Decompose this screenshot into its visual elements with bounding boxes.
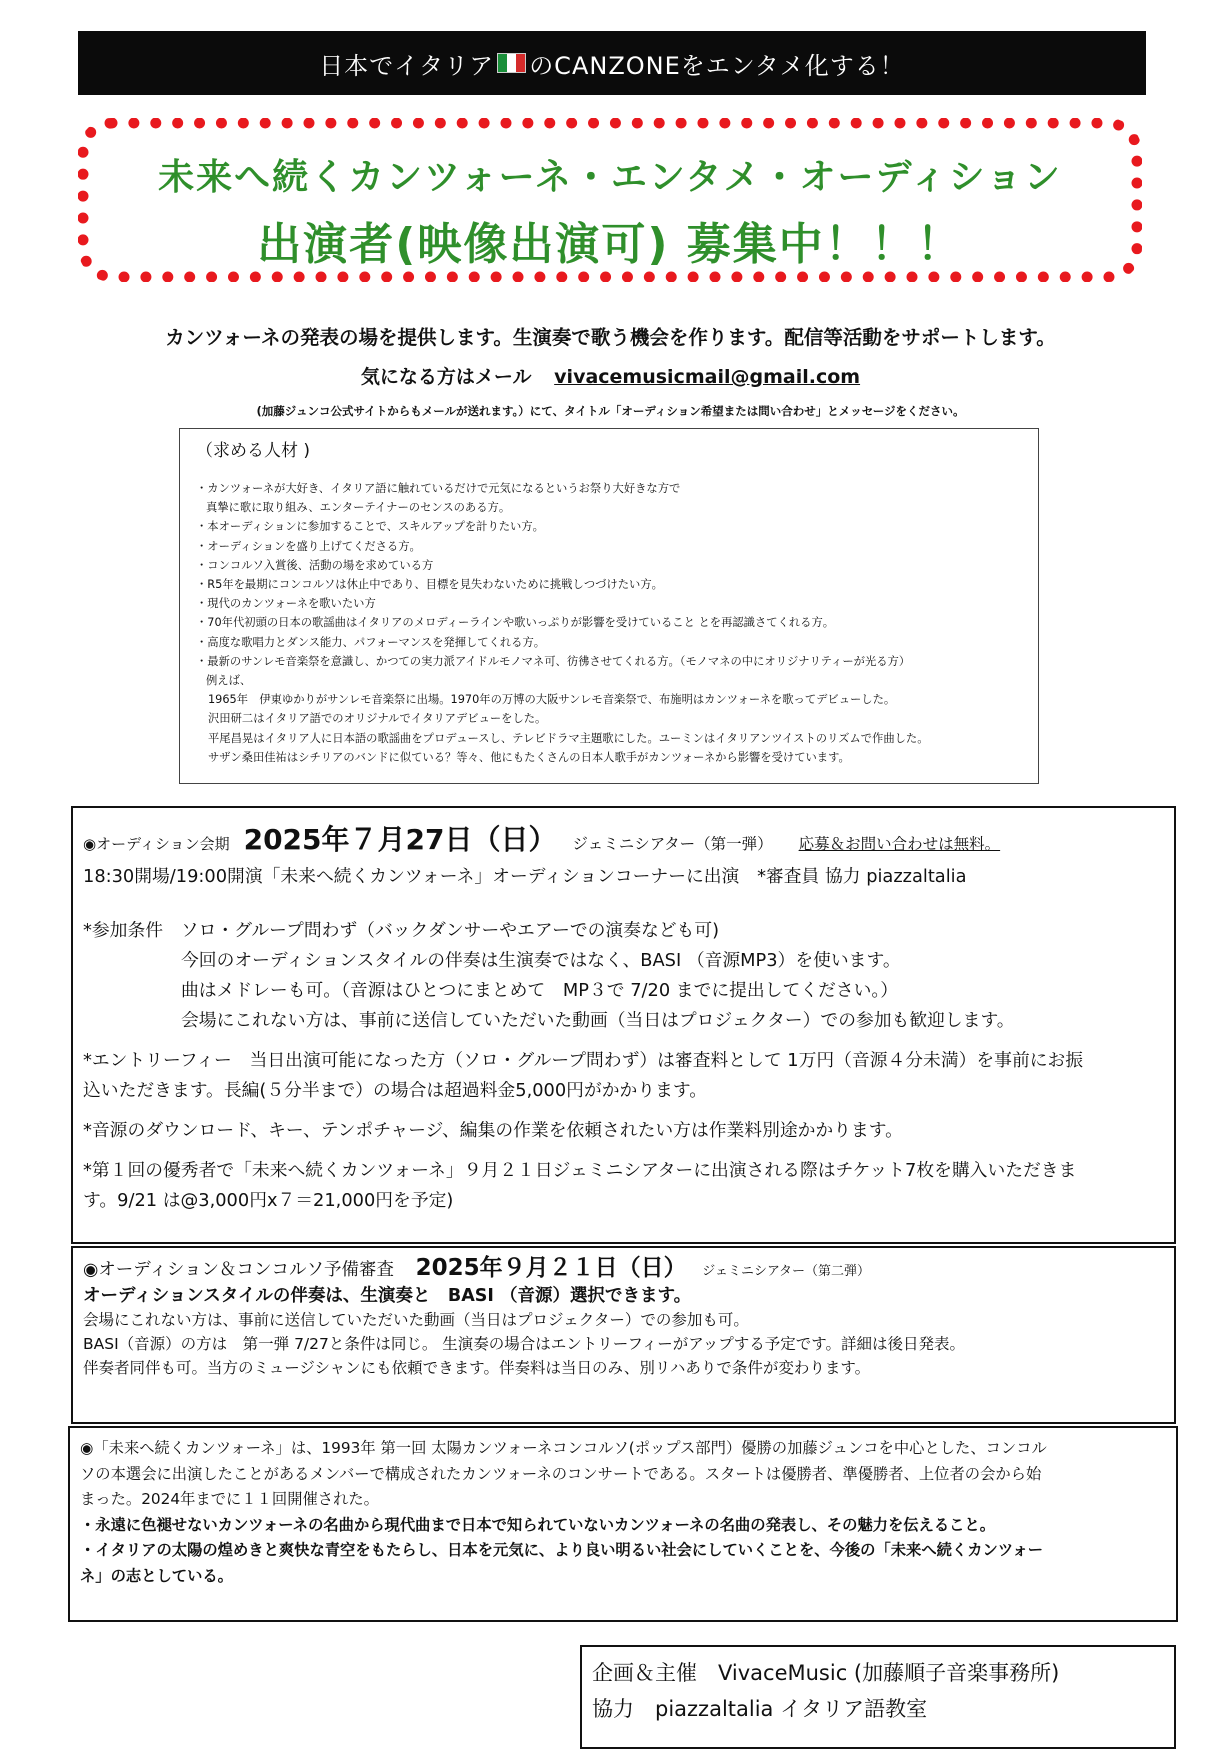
about-line: ソの本選会に出演したことがあるメンバーで構成されたカンツォーネのコンサートである。スタートは優勝者、準優勝者、上位者の会から始	[80, 1464, 1042, 1483]
contact-label: 気になる方はメール	[360, 366, 532, 388]
requirement-item: 平尾昌晃はイタリア人に日本語の歌謡曲をプロデュースし、テレビドラマ主題歌にした。ユーミンはイタリアンツイストのリズムで作曲した。	[208, 731, 929, 745]
requirement-item: サザン桑田佳祐はシチリアのバンドに似ている？等々、他にもたくさんの日本人歌手がカンツォーネから影響を受けています。	[208, 750, 850, 764]
condition-line: 会場にこれない方は、事前に送信していただいた動画（当日はプロジェクター）での参加も歓迎します。	[181, 1010, 1015, 1031]
requirement-item: ・高度な歌唱力とダンス能力、パフォーマンスを発揮してくれる方。	[196, 635, 546, 649]
audition-1-date: 2025年７月27日（日）	[243, 823, 557, 856]
requirement-item: ・現代のカンツォーネを歌いたい方	[196, 597, 376, 611]
audition-2-line: 会場にこれない方は、事前に送信していただいた動画（当日はプロジェクター）での参加も可。	[83, 1311, 749, 1329]
audition-1-section	[71, 806, 1176, 1244]
banner-text-end: のCANZONEをエンタメ化する！	[529, 51, 905, 80]
italian-flag-icon	[497, 53, 526, 73]
winner-ticket-line: す。9/21 は@3,000円x７＝21,000円を予定)	[83, 1190, 454, 1211]
top-banner	[78, 31, 1146, 95]
requirement-item: ・本オーディションに参加することで、スキルアップを計りたい方。	[196, 520, 544, 534]
about-line: ◉「未来へ続くカンツォーネ」は、1993年 第一回 太陽カンツォーネコンコルソ(ポップス部門）優勝の加藤ジュンコを中心とした、コンコル	[80, 1439, 1047, 1457]
requirement-item: ・最新のサンレモ音楽祭を意識し、かつての実力派アイドルモノマネ可、彷彿させてくれる方。（モノマネの中にオリジナリティーが光る方）	[196, 654, 911, 668]
about-goal: ネ」の志としている。	[80, 1566, 233, 1585]
audition-2-date: 2025年９月２１日（日）	[415, 1255, 687, 1281]
about-goal: ・イタリアの太陽の煌めきと爽快な青空をもたらし、日本を元気に、より良い明るい社会にしていくことを、今後の「未来へ続くカンツォー	[80, 1541, 1044, 1559]
free-note: 応募＆お問い合わせは無料。	[798, 835, 1001, 853]
requirements-box	[179, 428, 1039, 784]
contact-email-link[interactable]: vivacemusicmail@gmail.com	[554, 366, 861, 388]
requirement-item: ・コンコルソ入賞後、活動の場を求めている方	[196, 558, 434, 572]
requirement-item: 沢田研二はイタリア語でのオリジナルでイタリアデビューをした。	[208, 712, 547, 726]
audition-2-section	[71, 1246, 1176, 1424]
audition-2-line: 伴奏者同伴も可。当方のミュージシャンにも依頼できます。伴奏料は当日のみ、別リハありで条件が変わります。	[83, 1359, 871, 1377]
entry-fee-line: *エントリーフィー 当日出演可能になった方（ソロ・グループ問わず）は審査料として 1万円（音源４分未満）を事前にお振	[83, 1050, 1084, 1071]
audition-1-venue: ジェミニシアター（第一弾）	[572, 835, 773, 853]
audition-1-schedule: 18:30開場/19:00開演「未来へ続くカンツォーネ」オーディションコーナーに出演 *審査員 協力 piazzaltalia	[83, 866, 967, 887]
editing-fee-line: *音源のダウンロード、キー、テンポチャージ、編集の作業を依頼されたい方は作業料別途かかります。	[83, 1120, 903, 1141]
about-line: まった。2024年までに１１回開催された。	[80, 1490, 379, 1508]
contact-line	[0, 362, 1221, 389]
headline-title: 未来へ続くカンツォーネ・エンタメ・オーディション	[158, 157, 1062, 198]
organizer-box	[580, 1645, 1176, 1749]
audition-1-label: ◉オーディション会期	[83, 835, 230, 853]
audition-2-venue: ジェミニシアター（第二弾）	[702, 1264, 871, 1279]
requirement-item: ・70年代初頭の日本の歌謡曲はイタリアのメロディーラインや歌いっぷりが影響を受けていること とを再認識さてくれる方。	[196, 616, 835, 630]
about-section	[68, 1426, 1178, 1622]
requirement-item: ・オーディションを盛り上げてくださる方。	[196, 539, 421, 553]
conditions-heading: *参加条件 ソロ・グループ問わず（バックダンサーやエアーでの演奏なども可)	[83, 920, 720, 941]
requirement-item: 真摯に歌に取り組み、エンターテイナーのセンスのある方。	[206, 501, 511, 515]
requirements-heading: （求める人材 )	[196, 441, 311, 461]
condition-line: 曲はメドレーも可。（音源はひとつにまとめて MP３で 7/20 までに提出してください。）	[181, 980, 899, 1001]
condition-line: 今回のオーディションスタイルの伴奏は生演奏ではなく、BASI （音源MP3）を使います。	[181, 950, 901, 971]
headline-frame	[78, 118, 1142, 282]
cooperation-line: 協力 piazzaltalia イタリア語教室	[592, 1697, 928, 1721]
requirement-item: ・カンツォーネが大好き、イタリア語に触れているだけで元気になるというお祭り大好きな方で	[196, 482, 681, 495]
contact-note: (加藤ジュンコ公式サイトからもメールが送れます。）にて、タイトル「オーディション希望または問い合わせ」とメッセージをください。	[256, 404, 965, 418]
requirement-item: 例えば、	[206, 674, 252, 688]
intro-text: カンツォーネの発表の場を提供します。生演奏で歌う機会を作ります。配信等活動をサポートします。	[165, 326, 1056, 349]
about-goal: ・永遠に色褪せないカンツォーネの名曲から現代曲まで日本で知られていないカンツォーネの名曲の発表し、その魅力を伝えること。	[80, 1515, 996, 1534]
winner-ticket-line: *第１回の優秀者で「未来へ続くカンツォーネ」９月２１日ジェミニシアターに出演される際はチケット7枚を購入いただきま	[83, 1160, 1077, 1181]
banner-text-start: 日本でイタリア	[319, 51, 495, 80]
audition-2-label: ◉オーディション＆コンコルソ予備審査	[83, 1260, 395, 1280]
audition-2-accompaniment: オーディションスタイルの伴奏は、生演奏と BASI （音源）選択できます。	[83, 1286, 692, 1306]
organizer-line: 企画＆主催 VivaceMusic (加藤順子音楽事務所)	[592, 1661, 1060, 1685]
audition-2-line: BASI（音源）の方は 第一弾 7/27と条件は同じ。 生演奏の場合はエントリーフィーがアップする予定です。詳細は後日発表。	[83, 1335, 965, 1353]
requirement-item: 1965年 伊東ゆかりがサンレモ音楽祭に出場。1970年の万博の大阪サンレモ音楽祭で、布施明はカンツォーネを歌ってデビューした。	[208, 693, 896, 707]
requirement-item: ・R5年を最期にコンコルソは休止中であり、目標を見失わないために挑戦しつづけたい方。	[196, 578, 663, 592]
entry-fee-line: 込いただきます。長編(５分半まで）の場合は超過料金5,000円がかかります。	[83, 1080, 707, 1101]
headline-recruiting: 出演者(映像出演可) 募集中！！！	[257, 219, 963, 270]
